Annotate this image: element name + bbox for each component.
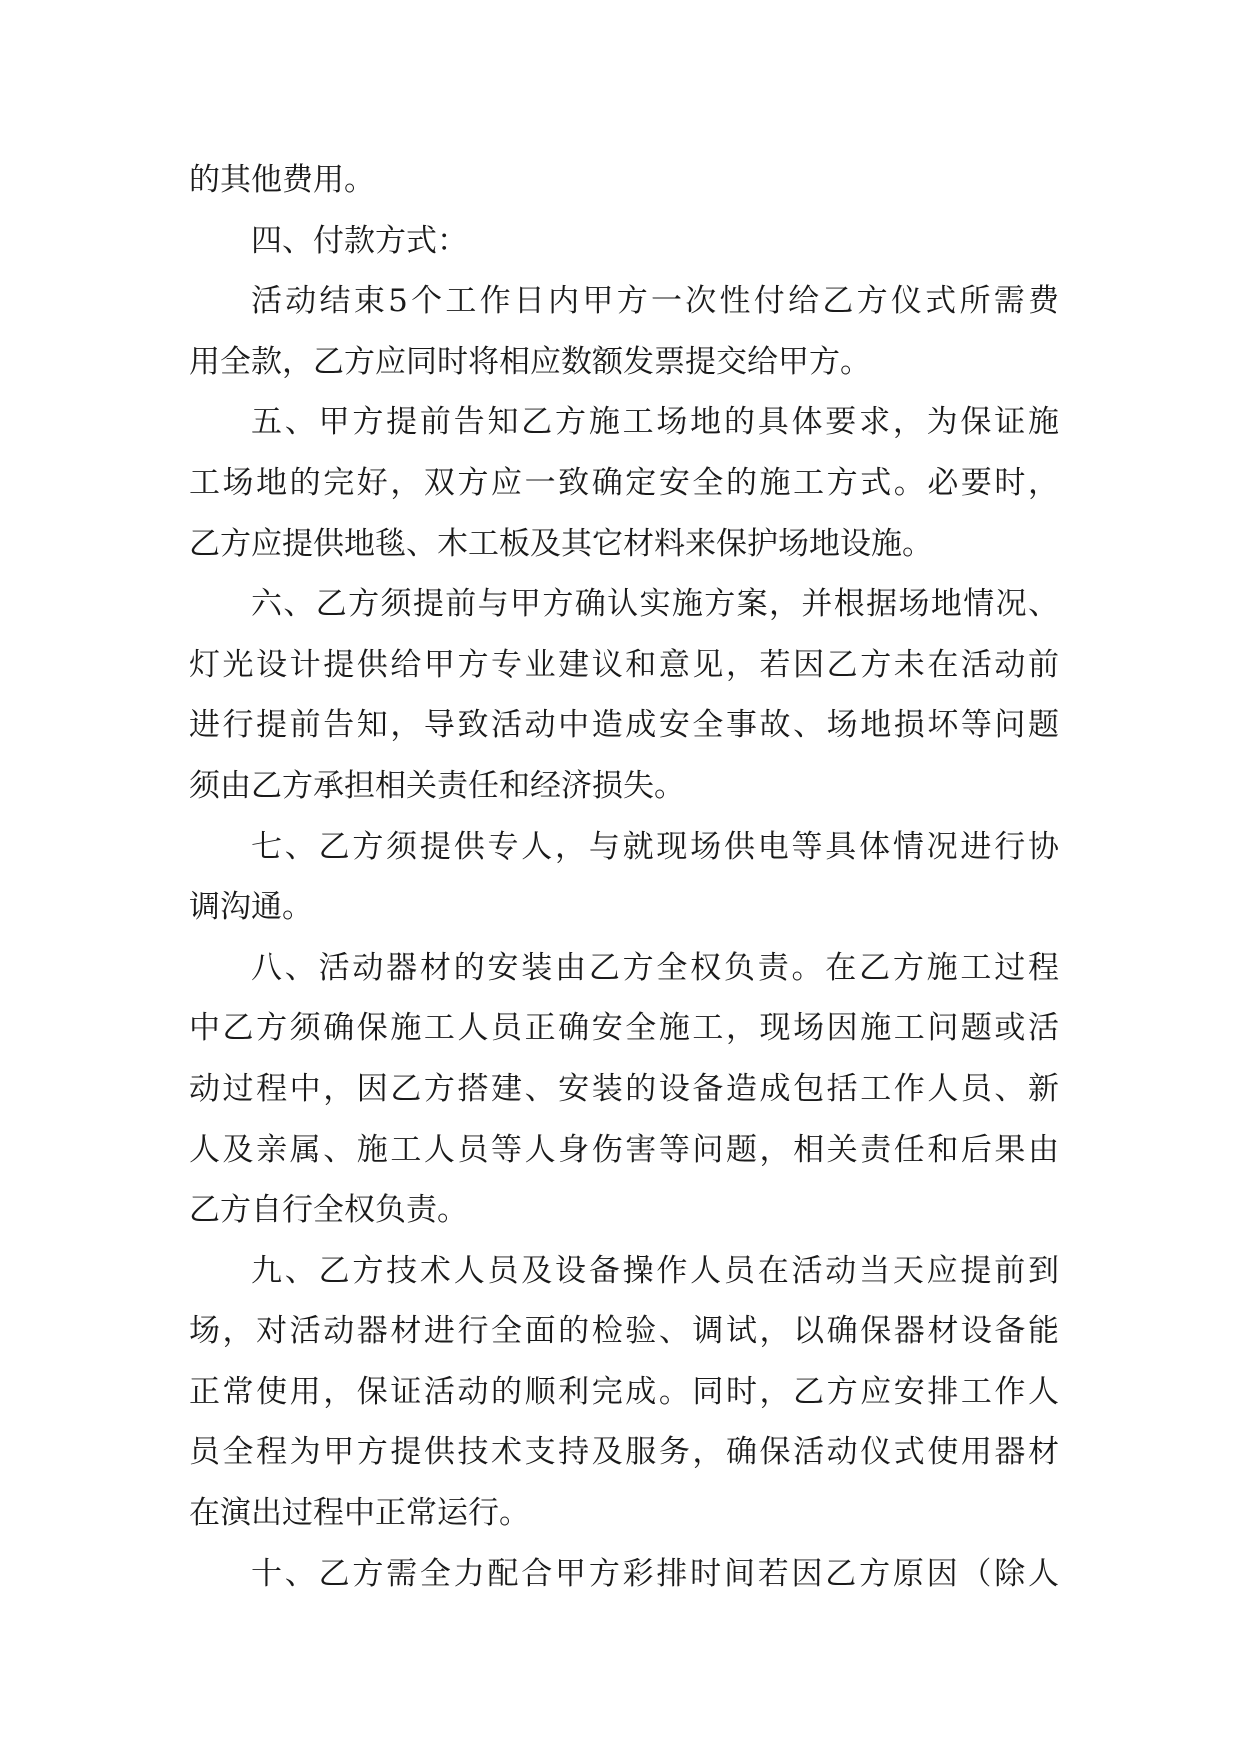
text-line: 乙方自行全权负责。 xyxy=(189,1192,468,1229)
text-line: 五、甲方提前告知乙方施工场地的具体要求，为保证施 xyxy=(251,404,1059,441)
text-line: 场，对活动器材进行全面的检验、调试，以确保器材设备能 xyxy=(189,1313,1059,1350)
text-line: 活动结束5个工作日内甲方一次性付给乙方仪式所需费 xyxy=(251,283,1059,320)
text-line: 八、活动器材的安装由乙方全权负责。在乙方施工过程 xyxy=(251,949,1059,986)
text-line: 九、乙方技术人员及设备操作人员在活动当天应提前到 xyxy=(251,1252,1059,1289)
text-line: 十、乙方需全力配合甲方彩排时间若因乙方原因（除人 xyxy=(251,1555,1059,1592)
text-line: 中乙方须确保施工人员正确安全施工，现场因施工问题或活 xyxy=(189,1010,1059,1047)
text-line: 工场地的完好，双方应一致确定安全的施工方式。必要时， xyxy=(189,464,1059,501)
text-line: 六、乙方须提前与甲方确认实施方案，并根据场地情况、 xyxy=(251,586,1059,623)
text-line: 须由乙方承担相关责任和经济损失。 xyxy=(189,767,685,804)
text-line: 动过程中，因乙方搭建、安装的设备造成包括工作人员、新 xyxy=(189,1070,1059,1107)
text-line: 灯光设计提供给甲方专业建议和意见，若因乙方未在活动前 xyxy=(189,646,1059,683)
text-line: 员全程为甲方提供技术支持及服务，确保活动仪式使用器材 xyxy=(189,1434,1059,1471)
text-line: 乙方应提供地毯、木工板及其它材料来保护场地设施。 xyxy=(189,525,933,562)
text-line: 四、付款方式： xyxy=(251,222,468,259)
text-line: 的其他费用。 xyxy=(189,162,375,198)
document-body xyxy=(189,150,1059,1604)
text-line: 七、乙方须提供专人，与就现场供电等具体情况进行协 xyxy=(251,828,1059,865)
text-line: 调沟通。 xyxy=(189,889,313,926)
text-line: 正常使用，保证活动的顺利完成。同时，乙方应安排工作人 xyxy=(189,1373,1059,1410)
text-line: 人及亲属、施工人员等人身伤害等问题，相关责任和后果由 xyxy=(189,1131,1059,1168)
text-line: 用全款，乙方应同时将相应数额发票提交给甲方。 xyxy=(189,343,871,380)
text-line: 在演出过程中正常运行。 xyxy=(189,1495,530,1532)
text-line: 进行提前告知，导致活动中造成安全事故、场地损坏等问题 xyxy=(189,707,1059,744)
